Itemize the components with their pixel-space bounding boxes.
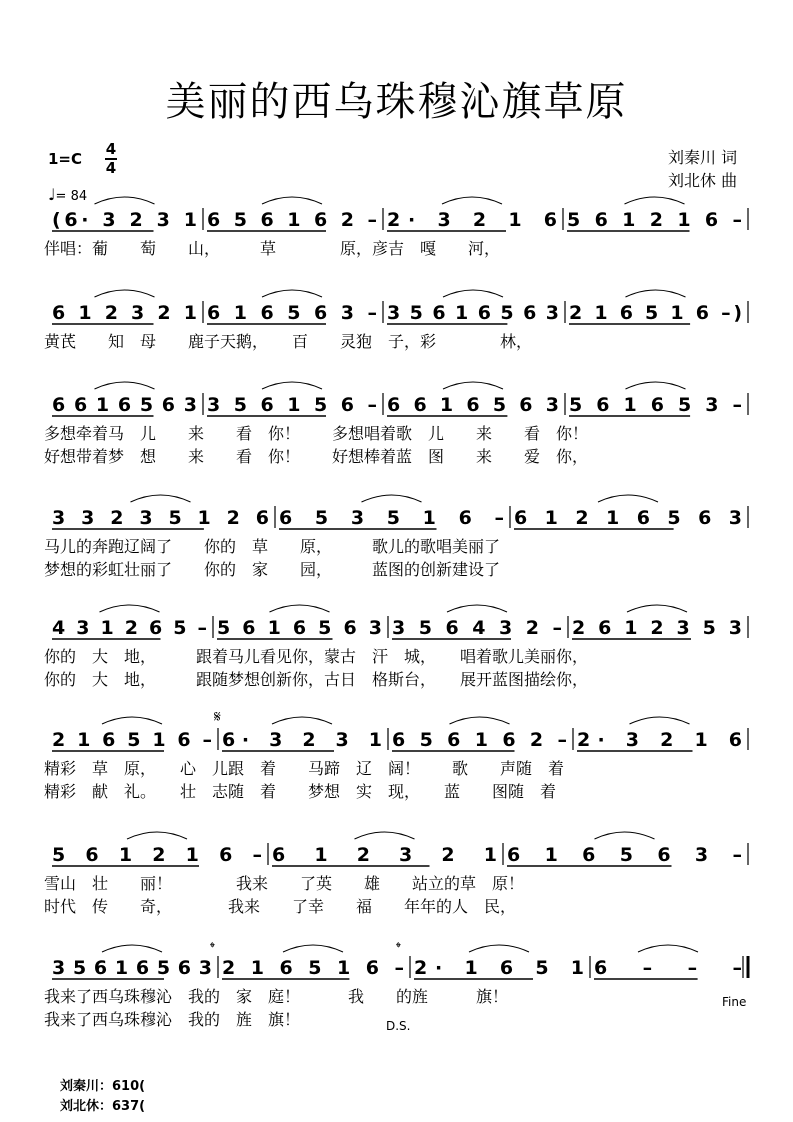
slur bbox=[630, 717, 690, 724]
slur bbox=[443, 382, 503, 389]
fine-marking: Fine bbox=[722, 995, 747, 1009]
footer-contact-1: 刘秦川：610( bbox=[60, 1079, 146, 1094]
slur bbox=[626, 382, 686, 389]
slur bbox=[102, 717, 162, 724]
slur bbox=[362, 495, 422, 502]
lyric-line: 好想带着梦 想 来 看 你！ 好想棒着蓝 图 来 爱 你， bbox=[44, 447, 589, 466]
measure-notes: 6 1 2 1 6 5 6 3 bbox=[514, 507, 742, 529]
measure-notes: 6 1 6 5 6 3 – bbox=[507, 844, 742, 866]
slur bbox=[272, 717, 332, 724]
measure-notes: 2 1 6 5 1 6 – bbox=[222, 957, 404, 979]
slur bbox=[638, 945, 698, 952]
lyric-line: 雪山 壮 丽！ 我来 了英 雄 站立的草 原！ bbox=[44, 874, 525, 893]
measure-notes: 6 1 2 3 2 1 bbox=[272, 844, 497, 866]
slur bbox=[127, 832, 187, 839]
measure-notes: 6 6 1 6 5 6 3 bbox=[387, 394, 559, 416]
footer-contact-2: 刘北休：637( bbox=[60, 1099, 146, 1114]
measure-notes: 6 – – – bbox=[594, 957, 742, 979]
tempo-value: = 84 bbox=[55, 189, 88, 204]
slur bbox=[102, 945, 162, 952]
slur bbox=[443, 290, 503, 297]
measure-notes: 2 1 6 5 1 6 – bbox=[52, 729, 212, 751]
lyric-line: 黄芪 知 母 鹿子天鹅， 百 灵狍 子，彩 林， bbox=[44, 332, 533, 351]
measure-notes: 5 6 1 2 1 6 – bbox=[52, 844, 262, 866]
lyric-line: 我来了西乌珠穆沁 我的 旌 旗！ bbox=[44, 1010, 301, 1029]
lyric-line: 伴唱：葡 萄 山， 草 原，彦吉 嘎 河， bbox=[44, 239, 501, 258]
lyric-line: 我来了西乌珠穆沁 我的 家 庭！ 我 的旌 旗！ bbox=[44, 987, 509, 1006]
lyric-line: 马儿的奔跑辽阔了 你的 草 原， 歌儿的歌唱美丽了 bbox=[44, 537, 501, 556]
measure-notes: 5 6 1 6 5 3 – bbox=[569, 394, 742, 416]
measure-notes: 6 5 6 1 6 2 – bbox=[392, 729, 567, 751]
measure-notes: 2· 1 6 5 1 bbox=[414, 957, 584, 979]
slur bbox=[283, 945, 343, 952]
composer-credit: 刘北休 曲 bbox=[668, 171, 738, 190]
measure-notes: 6 1 6 5 6 3 – bbox=[207, 302, 377, 324]
measure-notes: 5 6 1 2 1 6 – bbox=[567, 209, 742, 231]
slur bbox=[95, 197, 155, 204]
measure-notes: 5 6 1 6 5 6 3 bbox=[217, 617, 382, 639]
measure-notes: 6 5 6 1 6 2 – bbox=[207, 209, 377, 231]
quarter-note-icon: ♩ bbox=[48, 185, 56, 204]
measure-notes: 3 5 6 1 6 5 6 3 bbox=[387, 302, 559, 324]
lyric-line: 时代 传 奇， 我来 了幸 福 年年的人 民， bbox=[44, 897, 517, 916]
lyric-line: 多想牵着马 儿 来 看 你！ 多想唱着歌 儿 来 看 你！ bbox=[44, 424, 589, 443]
slur bbox=[447, 605, 507, 612]
slur bbox=[100, 605, 160, 612]
lyricist-credit: 刘秦川 词 bbox=[668, 148, 738, 167]
measure-notes: 3 5 6 1 5 6 – bbox=[207, 394, 377, 416]
measure-notes: 2· 3 2 1 6 bbox=[577, 729, 742, 751]
measure-notes: (6· 3 2 3 1 bbox=[52, 209, 197, 231]
measure-notes: 2 6 1 2 3 5 3 bbox=[572, 617, 742, 639]
measure-notes: 6 5 3 5 1 6 – bbox=[279, 507, 504, 529]
coda-icon: 𝄌 bbox=[396, 940, 401, 956]
key-signature: 1=C bbox=[48, 150, 83, 168]
page-title: 美丽的西乌珠穆沁旗草原 bbox=[165, 79, 628, 125]
lyric-line: 梦想的彩虹壮丽了 你的 家 园， 蓝图的创新建设了 bbox=[44, 560, 501, 579]
measure-notes: 6· 3 2 3 1 bbox=[222, 729, 382, 751]
segno-icon: 𝄋 bbox=[214, 707, 221, 726]
slur bbox=[270, 605, 330, 612]
measure-notes: 3 5 6 4 3 2 – bbox=[392, 617, 562, 639]
measure-notes: 6 6 1 6 5 6 3 bbox=[52, 394, 197, 416]
time-signature-bottom: 4 bbox=[105, 158, 117, 177]
lyric-line: 精彩 草 原， 心 儿跟 着 马蹄 辽 阔！ 歌 声随 着 bbox=[44, 759, 565, 778]
slur bbox=[131, 495, 191, 502]
slur bbox=[355, 832, 415, 839]
ds-marking: D.S. bbox=[386, 1019, 411, 1033]
slur bbox=[626, 290, 686, 297]
measure-notes: 6 1 2 3 2 1 bbox=[52, 302, 197, 324]
measure-notes: 2 1 6 5 1 6 –) bbox=[569, 302, 742, 324]
measure-notes: 4 3 1 2 6 5 – bbox=[52, 617, 207, 639]
slur bbox=[595, 832, 655, 839]
measure-notes: 3 5 6 1 6 5 6 3 bbox=[52, 957, 212, 979]
measure-notes: 3 3 2 3 5 1 2 6 bbox=[52, 507, 269, 529]
slur bbox=[262, 197, 322, 204]
slur bbox=[598, 495, 658, 502]
measure-notes: 2· 3 2 1 6 bbox=[387, 209, 557, 231]
slur bbox=[262, 382, 322, 389]
slur bbox=[95, 382, 155, 389]
slur bbox=[469, 945, 529, 952]
time-signature-top: 4 bbox=[105, 140, 117, 158]
slur bbox=[95, 290, 155, 297]
slur bbox=[442, 197, 502, 204]
slur bbox=[625, 197, 685, 204]
lyric-line: 你的 大 地， 跟着马儿看见你，蒙古 汗 城， 唱着歌儿美丽你， bbox=[44, 647, 589, 666]
lyric-line: 精彩 献 礼。 壮 志随 着 梦想 实 现， 蓝 图随 着 bbox=[44, 782, 557, 801]
slur bbox=[627, 605, 687, 612]
slur bbox=[262, 290, 322, 297]
coda-icon: 𝄌 bbox=[210, 940, 215, 956]
slur bbox=[450, 717, 510, 724]
lyric-line: 你的 大 地， 跟随梦想创新你，古日 格斯台， 展开蓝图描绘你， bbox=[44, 670, 589, 689]
